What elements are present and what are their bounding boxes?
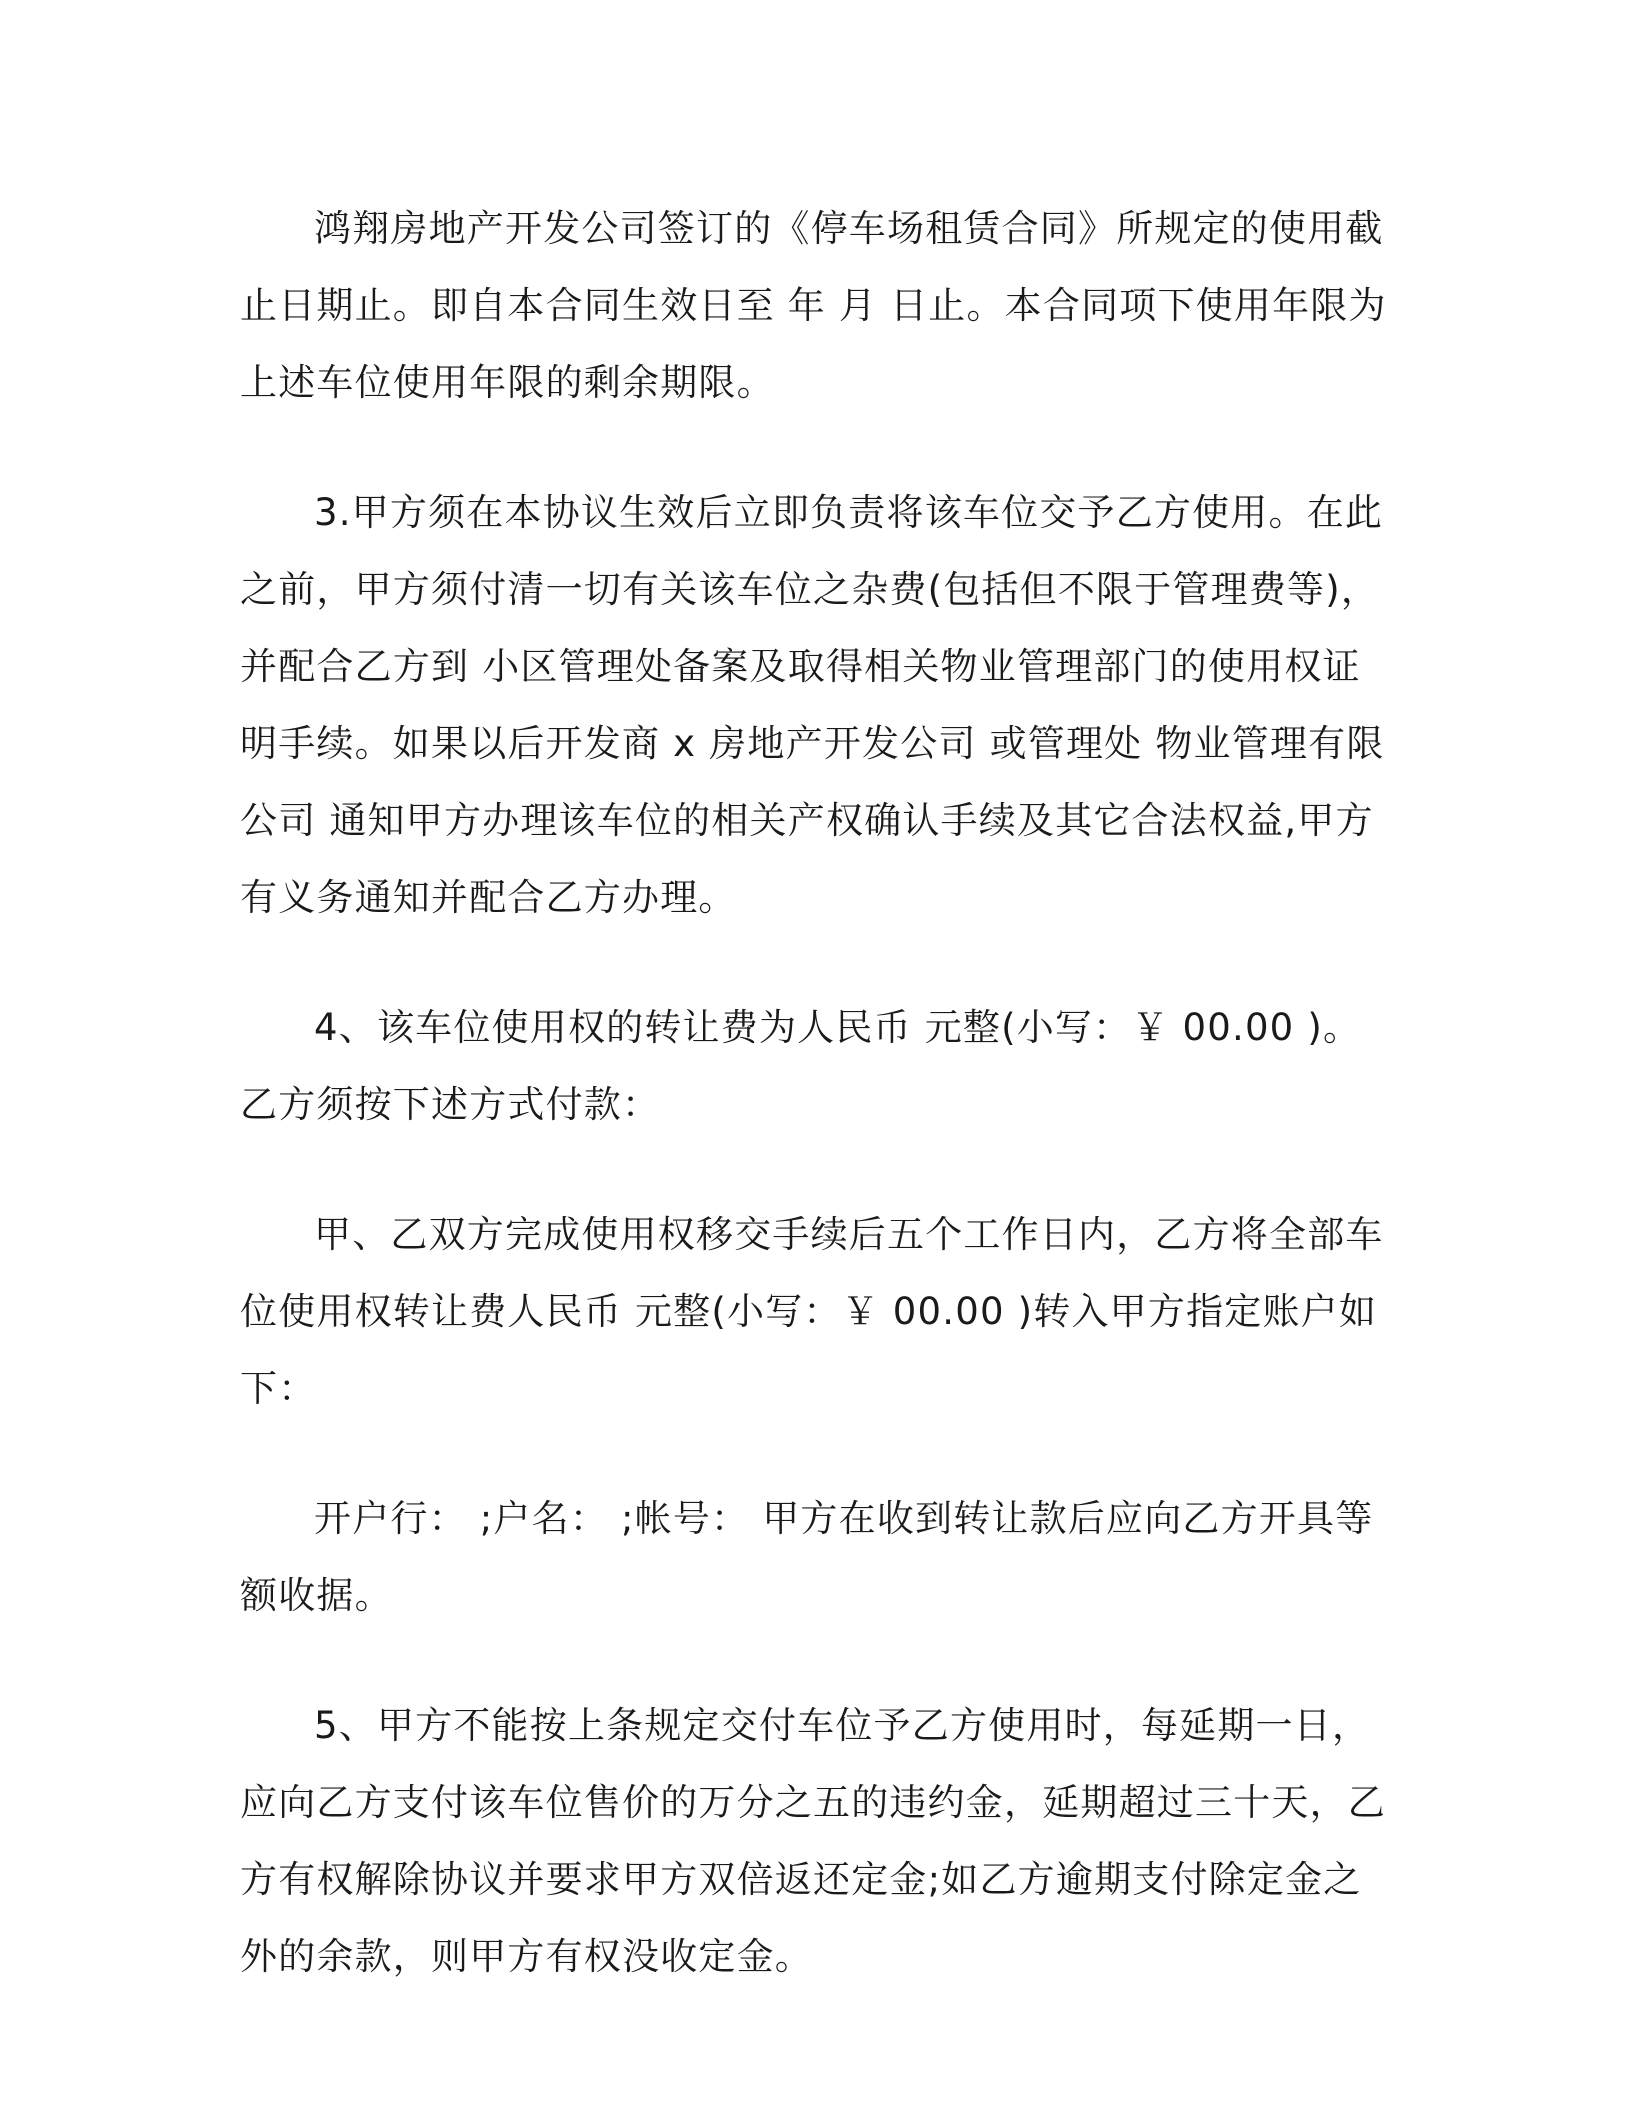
paragraph-usage-term: 鸿翔房地产开发公司签订的《停车场租赁合同》所规定的使用截止日期止。即自本合同生效日至 年 月 日止。本合同项下使用年限为上述车位使用年限的剩余期限。 (240, 207, 1387, 404)
paragraph-clause-5: 5、甲方不能按上条规定交付车位予乙方使用时，每延期一日，应向乙方支付该车位售价的万分之五的违约金，延期超过三十天，乙方有权解除协议并要求甲方双倍返还定金;如乙方逾期支付除定金之外的余款，则甲方有权没收定金。 (240, 1704, 1386, 1978)
paragraph-clause-3: 3.甲方须在本协议生效后立即负责将该车位交予乙方使用。在此之前，甲方须付清一切有关该车位之杂费(包括但不限于管理费等)，并配合乙方到 小区管理处备案及取得相关物业管理部门的使用权证明手续。如果以后开发商 x 房地产开发公司 或管理处 物业管理有限公司 通知甲方办理该车位的相关产权确认手续及其它合法权益,甲方有义务通知并配合乙方办理。 (240, 491, 1385, 919)
document-page (240, 190, 1390, 2048)
paragraph-clause-4: 4、该车位使用权的转让费为人民币 元整(小写：￥ 00.00 )。乙方须按下述方式付款： (240, 1006, 1362, 1126)
paragraph-payment-method: 甲、乙双方完成使用权移交手续后五个工作日内，乙方将全部车位使用权转让费人民币 元整(小写：￥ 00.00 )转入甲方指定账户如下： (240, 1213, 1384, 1410)
paragraph-account-info: 开户行： ;户名： ;帐号： 甲方在收到转让款后应向乙方开具等额收据。 (240, 1497, 1374, 1617)
